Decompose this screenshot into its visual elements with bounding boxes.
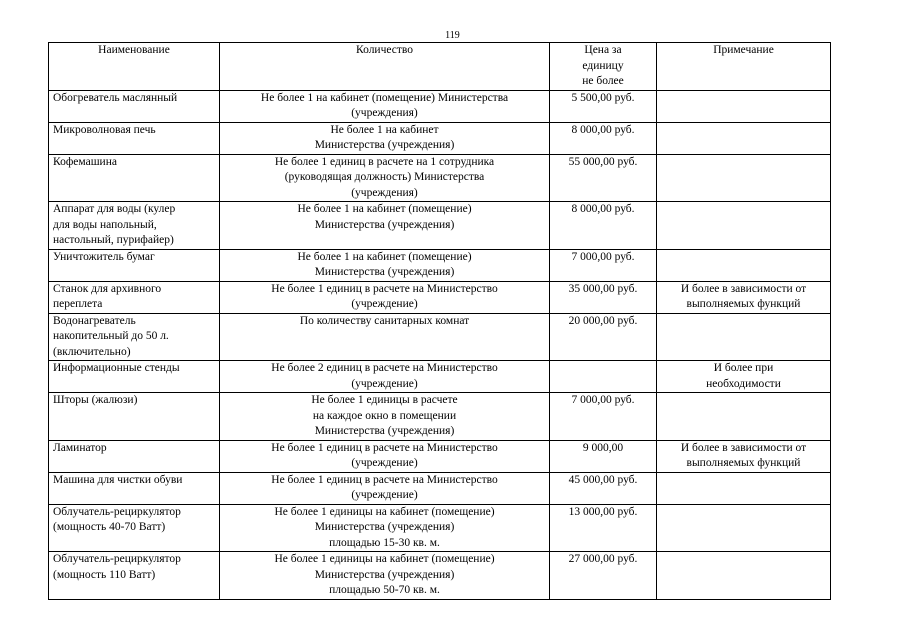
cell-quantity: Не более 1 единицы в расчете на каждое окно в помещении Министерства (учреждения): [220, 393, 550, 441]
cell-name: Шторы (жалюзи): [49, 393, 220, 441]
cell-note: [657, 122, 831, 154]
table-row: [49, 504, 831, 552]
cell-quantity: Не более 1 на кабинет (помещение) Министерства (учреждения): [220, 249, 550, 281]
table-row: [49, 249, 831, 281]
cell-price: 5 500,00 руб.: [550, 90, 657, 122]
header-name: Наименование: [49, 43, 220, 91]
cell-quantity: По количеству санитарных комнат: [220, 313, 550, 361]
cell-note: [657, 472, 831, 504]
cell-quantity: Не более 1 единицы на кабинет (помещение) Министерства (учреждения) площадью 15-30 кв. м.: [220, 504, 550, 552]
cell-name: Обогреватель маслянный: [49, 90, 220, 122]
table-row: [49, 361, 831, 393]
table-row: [49, 154, 831, 202]
table-row: [49, 122, 831, 154]
cell-quantity: Не более 1 единиц в расчете на 1 сотрудника (руководящая должность) Министерства (учреждения): [220, 154, 550, 202]
cell-quantity: Не более 1 единиц в расчете на Министерство (учреждение): [220, 281, 550, 313]
cell-price: 7 000,00 руб.: [550, 393, 657, 441]
cell-name: Информационные стенды: [49, 361, 220, 393]
cell-price: 55 000,00 руб.: [550, 154, 657, 202]
cell-name: Аппарат для воды (кулер для воды напольный, настольный, пурифайер): [49, 202, 220, 250]
header-quantity: Количество: [220, 43, 550, 91]
cell-quantity: Не более 1 единиц в расчете на Министерство (учреждение): [220, 472, 550, 504]
cell-name: Станок для архивного переплета: [49, 281, 220, 313]
cell-name: Водонагреватель накопительный до 50 л. (включительно): [49, 313, 220, 361]
cell-note: [657, 313, 831, 361]
table-row: [49, 90, 831, 122]
cell-price: 13 000,00 руб.: [550, 504, 657, 552]
cell-note: [657, 249, 831, 281]
table-body: [49, 90, 831, 599]
cell-quantity: Не более 1 на кабинет Министерства (учреждения): [220, 122, 550, 154]
table-row: [49, 440, 831, 472]
table-row: [49, 202, 831, 250]
cell-price: 35 000,00 руб.: [550, 281, 657, 313]
cell-note: И более в зависимости от выполняемых функций: [657, 281, 831, 313]
cell-price: 9 000,00: [550, 440, 657, 472]
cell-name: Облучатель-рециркулятор (мощность 110 Ватт): [49, 552, 220, 600]
header-price: Цена за единицу не более: [550, 43, 657, 91]
cell-price: 20 000,00 руб.: [550, 313, 657, 361]
cell-quantity: Не более 1 на кабинет (помещение) Министерства (учреждения): [220, 202, 550, 250]
header-note: Примечание: [657, 43, 831, 91]
cell-note: [657, 90, 831, 122]
cell-note: И более в зависимости от выполняемых функций: [657, 440, 831, 472]
table-row: [49, 552, 831, 600]
table-row: [49, 393, 831, 441]
cell-note: И более при необходимости: [657, 361, 831, 393]
cell-name: Машина для чистки обуви: [49, 472, 220, 504]
cell-note: [657, 552, 831, 600]
cell-price: 7 000,00 руб.: [550, 249, 657, 281]
table-row: [49, 313, 831, 361]
cell-price: 27 000,00 руб.: [550, 552, 657, 600]
cell-price: [550, 361, 657, 393]
cell-quantity: Не более 1 единиц в расчете на Министерство (учреждение): [220, 440, 550, 472]
cell-name: Облучатель-рециркулятор (мощность 40-70 Ватт): [49, 504, 220, 552]
cell-quantity: Не более 1 на кабинет (помещение) Министерства (учреждения): [220, 90, 550, 122]
cell-quantity: Не более 1 единицы на кабинет (помещение) Министерства (учреждения) площадью 50-70 кв. м.: [220, 552, 550, 600]
cell-price: 8 000,00 руб.: [550, 122, 657, 154]
cell-note: [657, 202, 831, 250]
cell-name: Уничтожитель бумаг: [49, 249, 220, 281]
cell-note: [657, 393, 831, 441]
cell-name: Кофемашина: [49, 154, 220, 202]
cell-price: 45 000,00 руб.: [550, 472, 657, 504]
table-header-row: [49, 43, 831, 91]
cell-price: 8 000,00 руб.: [550, 202, 657, 250]
cell-quantity: Не более 2 единиц в расчете на Министерство (учреждение): [220, 361, 550, 393]
cell-note: [657, 504, 831, 552]
table-row: [49, 472, 831, 504]
cell-name: Ламинатор: [49, 440, 220, 472]
equipment-table: [48, 42, 831, 600]
table-row: [49, 281, 831, 313]
page-number: 119: [445, 30, 460, 41]
cell-name: Микроволновая печь: [49, 122, 220, 154]
cell-note: [657, 154, 831, 202]
